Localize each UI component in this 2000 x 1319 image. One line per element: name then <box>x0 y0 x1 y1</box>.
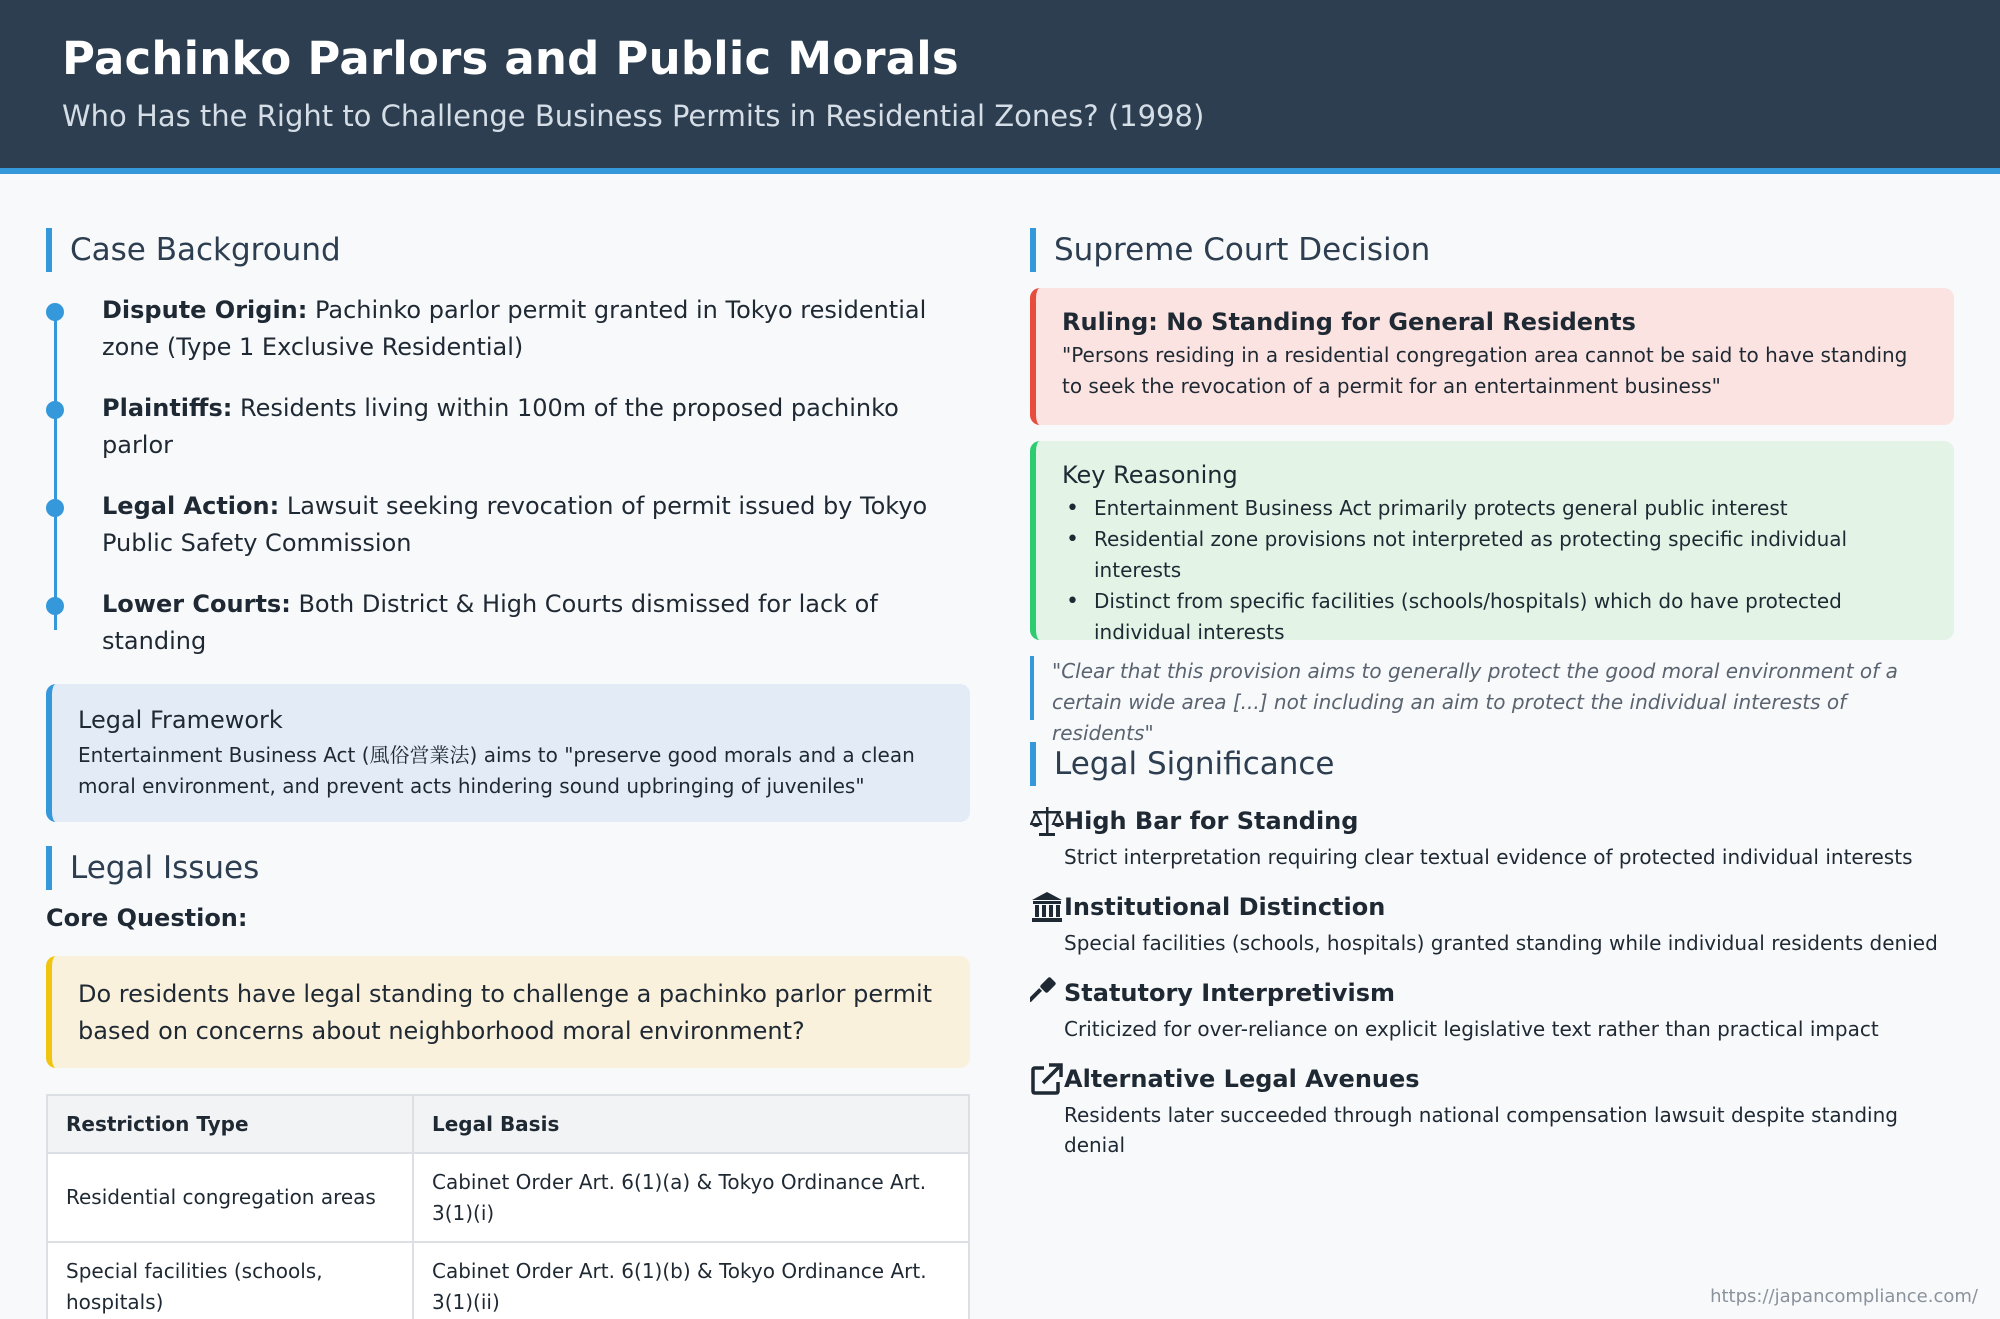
ruling-text: "Persons residing in a residential congregation area cannot be said to have standing to seek the revocation of a permit for an entertainment business" <box>1062 343 1908 398</box>
timeline-item <box>54 488 970 562</box>
decision-heading: Supreme Court Decision <box>1030 228 1954 272</box>
list-item: • Distinct from specific facilities (schools/hospitals) which do have protected individual interests <box>1062 586 1928 648</box>
significance-item <box>1030 890 1954 958</box>
significance-title: Institutional Distinction <box>1064 893 1386 921</box>
table-cell: Special facilities (schools, hospitals) <box>47 1242 413 1319</box>
ruling-title: Ruling: No Standing for General Residents <box>1062 308 1636 336</box>
significance-item <box>1030 976 1954 1044</box>
timeline-text: Pachinko parlor permit granted in Tokyo residential zone (Type 1 Exclusive Residential) <box>102 296 927 361</box>
significance-item <box>1030 1062 1954 1160</box>
timeline-text: Both District & High Courts dismissed for lack of standing <box>102 590 878 655</box>
table-row <box>47 1153 969 1242</box>
significance-title: Statutory Interpretivism <box>1064 979 1396 1007</box>
timeline-text: Residents living within 100m of the proposed pachinko parlor <box>102 394 899 459</box>
header <box>0 0 2000 174</box>
table-header-row <box>47 1095 969 1153</box>
case-background-heading: Case Background <box>46 228 970 272</box>
left-column <box>46 228 970 1319</box>
core-question-box <box>46 956 970 1068</box>
significance-heading: Legal Significance <box>1030 742 1954 786</box>
significance-text: Residents later succeeded through national compensation lawsuit despite standing denial <box>1064 1103 1898 1157</box>
table-header-cell: Legal Basis <box>413 1095 969 1153</box>
significance-text: Strict interpretation requiring clear textual evidence of protected individual interests <box>1064 845 1913 869</box>
significance-text: Criticized for over-reliance on explicit legislative text rather than practical impact <box>1064 1017 1879 1041</box>
legal-framework-title: Legal Framework <box>78 706 283 734</box>
timeline-dot-icon <box>46 597 64 615</box>
table-cell: Cabinet Order Art. 6(1)(b) & Tokyo Ordinance Art. 3(1)(ii) <box>413 1242 969 1319</box>
timeline-label: Legal Action: <box>102 492 280 520</box>
reasoning-box <box>1030 441 1954 644</box>
background-timeline <box>54 292 970 660</box>
ruling-box <box>1030 288 1954 425</box>
reasoning-title: Key Reasoning <box>1062 461 1238 489</box>
legal-framework-box <box>46 684 970 822</box>
table-row <box>47 1242 969 1319</box>
legal-issues-heading: Legal Issues <box>46 846 970 890</box>
list-item: • Entertainment Business Act primarily protects general public interest <box>1062 493 1928 524</box>
timeline-item <box>54 390 970 464</box>
institution-icon <box>1030 890 1064 924</box>
decision-quote: "Clear that this provision aims to generally protect the good moral environment of a certain wide area [...] not including an aim to protect the individual interests of residents" <box>1030 656 1954 720</box>
timeline-label: Dispute Origin: <box>102 296 308 324</box>
timeline-label: Lower Courts: <box>102 590 291 618</box>
external-link-icon <box>1030 1062 1064 1096</box>
list-item: • Residential zone provisions not interpreted as protecting specific individual interests <box>1062 524 1928 586</box>
table-header-cell: Restriction Type <box>47 1095 413 1153</box>
footer-url[interactable]: https://japancompliance.com/ <box>1710 1286 1978 1307</box>
reasoning-list <box>1062 493 1928 648</box>
significance-item <box>1030 804 1954 872</box>
legal-framework-text: Entertainment Business Act (風俗営業法) aims to "preserve good morals and a clean moral environment, and prevent acts hindering sound upbringing of juveniles" <box>78 743 915 798</box>
timeline-label: Plaintiffs: <box>102 394 233 422</box>
significance-title: Alternative Legal Avenues <box>1064 1065 1420 1093</box>
table-cell: Residential congregation areas <box>47 1153 413 1242</box>
table-cell: Cabinet Order Art. 6(1)(a) & Tokyo Ordinance Art. 3(1)(i) <box>413 1153 969 1242</box>
timeline-dot-icon <box>46 303 64 321</box>
timeline-dot-icon <box>46 499 64 517</box>
right-column <box>1030 228 1954 1178</box>
significance-text: Special facilities (schools, hospitals) granted standing while individual residents denied <box>1064 931 1938 955</box>
core-question-label: Core Question: <box>46 904 248 932</box>
timeline-text: Lawsuit seeking revocation of permit issued by Tokyo Public Safety Commission <box>102 492 928 557</box>
significance-list <box>1030 804 1954 1160</box>
timeline-dot-icon <box>46 401 64 419</box>
page-subtitle: Who Has the Right to Challenge Business Permits in Residential Zones? (1998) <box>62 99 1205 133</box>
timeline-item <box>54 292 970 366</box>
page-title: Pachinko Parlors and Public Morals <box>62 32 959 85</box>
gavel-icon <box>1030 976 1064 1010</box>
timeline-item <box>54 586 970 660</box>
core-question-text: Do residents have legal standing to challenge a pachinko parlor permit based on concerns about neighborhood moral environment? <box>78 980 933 1045</box>
scale-icon <box>1030 804 1064 838</box>
restriction-table <box>46 1094 970 1319</box>
significance-title: High Bar for Standing <box>1064 807 1359 835</box>
